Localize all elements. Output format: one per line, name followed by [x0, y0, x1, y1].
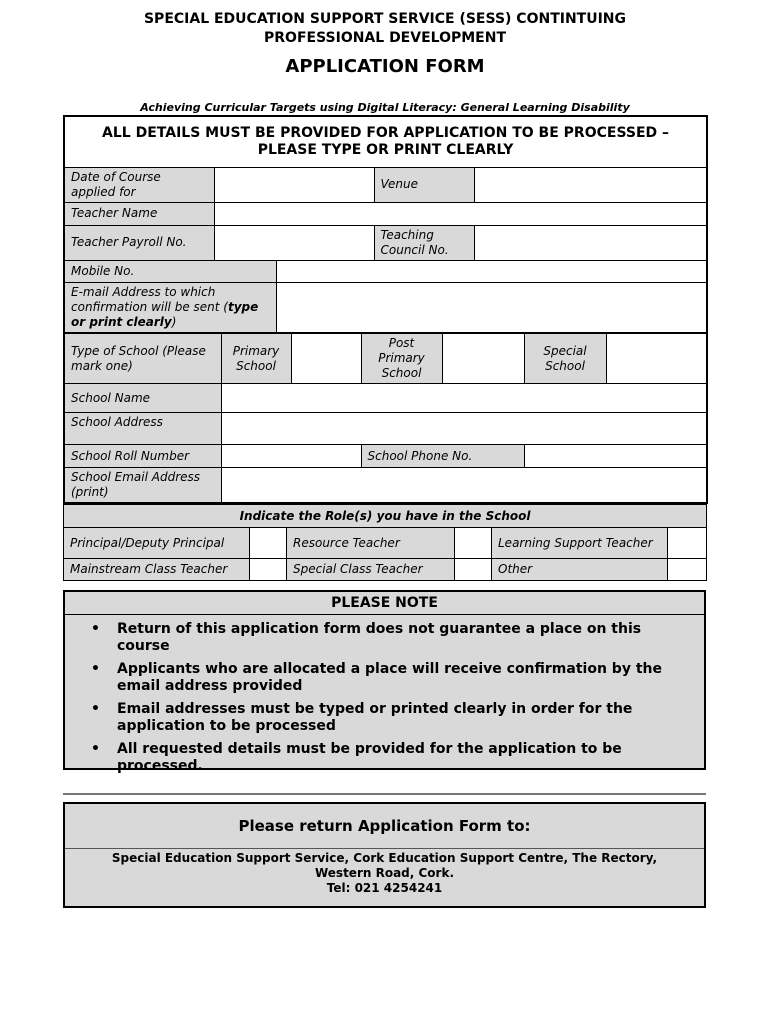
return-address-box [63, 802, 706, 908]
date-of-course-label: Date of Course applied for [64, 167, 214, 202]
special-school-label: Special School [524, 333, 606, 384]
principal-label: Principal/Deputy Principal [64, 528, 250, 559]
school-email-label: School Email Address (print) [64, 468, 221, 504]
learning-support-checkbox[interactable] [668, 528, 707, 559]
post-primary-school-checkbox[interactable] [442, 333, 524, 384]
school-name-field[interactable] [221, 384, 707, 413]
teacher-name-label: Teacher Name [64, 202, 214, 225]
note-item: • All requested details must be provided for the application to be processed. [91, 741, 622, 774]
primary-school-label: Primary School [221, 333, 291, 384]
bullet-icon: • [91, 661, 100, 677]
bullet-icon: • [91, 701, 100, 717]
teacher-name-field[interactable] [214, 202, 707, 225]
bullet-icon: • [91, 621, 100, 637]
payroll-label: Teacher Payroll No. [64, 225, 214, 260]
mainstream-checkbox[interactable] [250, 559, 287, 581]
school-email-field[interactable] [221, 468, 707, 504]
page-title: APPLICATION FORM [285, 56, 485, 77]
note-item: • Email addresses must be typed or printed clearly in order for the application to be processed [91, 701, 633, 734]
school-details-table [63, 332, 708, 504]
divider [63, 793, 706, 795]
note-item: • Applicants who are allocated a place will receive confirmation by the email address provided [91, 661, 662, 694]
special-class-checkbox[interactable] [455, 559, 492, 581]
school-phone-label: School Phone No. [361, 445, 524, 468]
school-type-label: Type of School (Please mark one) [64, 333, 221, 384]
bullet-icon: • [91, 741, 100, 757]
mobile-label: Mobile No. [64, 260, 276, 282]
other-role-label: Other [492, 559, 668, 581]
payroll-field[interactable] [214, 225, 374, 260]
special-school-checkbox[interactable] [606, 333, 707, 384]
details-notice: ALL DETAILS MUST BE PROVIDED FOR APPLICATION TO BE PROCESSED – PLEASE TYPE OR PRINT CLEARLY [64, 116, 707, 167]
return-telephone: Tel: 021 4254241 [326, 881, 443, 895]
primary-school-checkbox[interactable] [291, 333, 361, 384]
roles-table [63, 504, 707, 581]
special-class-label: Special Class Teacher [287, 559, 455, 581]
please-note-title: PLEASE NOTE [65, 592, 704, 615]
venue-label: Venue [374, 167, 474, 202]
school-address-label: School Address [64, 413, 221, 445]
please-note-box [63, 590, 706, 774]
roles-heading: Indicate the Role(s) you have in the School [64, 505, 707, 528]
personal-details-table [63, 115, 708, 334]
roll-number-label: School Roll Number [64, 445, 221, 468]
teaching-council-field[interactable] [474, 225, 707, 260]
learning-support-label: Learning Support Teacher [492, 528, 668, 559]
school-address-field[interactable] [221, 413, 707, 445]
return-address-line-2: Western Road, Cork. [314, 866, 455, 880]
header-line-2: PROFESSIONAL DEVELOPMENT [264, 30, 506, 46]
other-role-checkbox[interactable] [668, 559, 707, 581]
roll-number-field[interactable] [221, 445, 361, 468]
note-item: • Return of this application form does not guarantee a place on this course [91, 621, 642, 654]
mobile-field[interactable] [276, 260, 707, 282]
resource-teacher-checkbox[interactable] [455, 528, 492, 559]
email-label: E-mail Address to which confirmation will be sent (type or print clearly) [64, 282, 276, 333]
course-title: Achieving Curricular Targets using Digital Literacy: General Learning Disability [140, 101, 630, 114]
venue-field[interactable] [474, 167, 707, 202]
principal-checkbox[interactable] [250, 528, 287, 559]
note-list [65, 615, 704, 787]
school-phone-field[interactable] [524, 445, 707, 468]
email-field[interactable] [276, 282, 707, 333]
resource-teacher-label: Resource Teacher [287, 528, 455, 559]
return-title: Please return Application Form to: [65, 804, 704, 849]
school-name-label: School Name [64, 384, 221, 413]
post-primary-school-label: Post Primary School [361, 333, 442, 384]
teaching-council-label: Teaching Council No. [374, 225, 474, 260]
return-address-line-1: Special Education Support Service, Cork Education Support Centre, The Rectory, [111, 851, 658, 865]
header-line-1: SPECIAL EDUCATION SUPPORT SERVICE (SESS) CONTINTUING [143, 11, 627, 27]
date-of-course-field[interactable] [214, 167, 374, 202]
mainstream-label: Mainstream Class Teacher [64, 559, 250, 581]
